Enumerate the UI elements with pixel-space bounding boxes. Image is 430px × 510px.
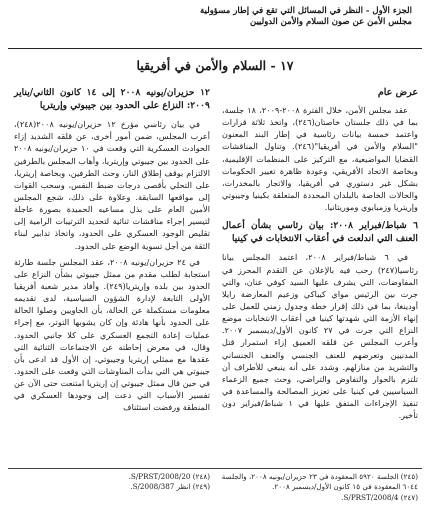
overview-paragraph: عقد مجلس الأمن، خلال الفترة ٢٠٠٨-٢٠٠٩، ١٨ جلسة، بما في ذلك جلستان خاصتان(٢٤٦)، واتخذ ثلاثة قرارات واعتمد خمسة بيانات رئاسية في إطار البند المعنون "السلام والأمن في أفريقيا"(٢٤٦). وتناول المناقشات القضايا المواضيعية، مع التركيز على المنظمات الإقليمية، وبخاصة الاتحاد الأفريقي، وعودة ظاهرة تغيير الحكومات بشكل غير دستوري في أفريقيا، والاتجار بالمخدرات، والحالات الخاصة بالبلدان المحددة المتعلقة بكينيا وجيبوتي وإريتريا وزمبابوي وموريتانيا.: [222, 105, 418, 213]
border-dispute-paragraph-2: في ٢٤ حزيران/يونيه ٢٠٠٨، عقد المجلس جلسة طارئة استجابة لطلب مقدم من ممثل جيبوتي بشأن النزاع على الحدود بين بلده وإريتريا(٢٤٩). وأفاد مدير شعبة أفريقيا الأولى التابعة لإدارة الشؤون السياسية، لدى تقديمه معلومات مستكملة عن الحالة، بأن الحاويين وصلوا الحالة على الحدود بأنها هادئة وإن كان يشوبها التوتر، مع إجراء عمليات إعادة التجمع العسكري على كلا جانبي الحدود. وقال، في معرض إحاطته عن الاجتماعات الثنائية التي عقدها مع ممثلي إريتريا وجيبوتي، إن الأول قد ادعى بأن جيبوتي هي التي بدأت المناوشات التي وقعت على الحدود. في حين قال ممثل جيبوتي إن إريتريا امتنعت حتى الآن عن تفسير الأسباب التي دعت إلى وجودها العسكري في المنطقة ورفضت استئناف: [14, 256, 210, 413]
footnotes-left: [14, 472, 210, 493]
overview-heading: عرض عام: [377, 87, 418, 98]
meeting-heading: ٦ شباط/فبراير ٢٠٠٨: بيان رئاسي بشأن أعمال العنف التي اندلعت في أعقاب الانتخابات في كينيا: [222, 220, 418, 245]
section-title: ١٧ - السلام والأمن في أفريقيا: [136, 58, 294, 73]
footnote-rule: [8, 468, 422, 469]
footnote-249: (٢٤٩) انظر S/2008/387.: [130, 482, 210, 492]
footnote-245: (٢٤٥) الجلسة ٥٩٢٠ المعقودة في ٢٣ حزيران/يونيه ٢٠٠٨، والجلسة ٦٠٤٤ المعقودة في ١٥ كانون الأول/ديسمبر ٢٠٠٨.: [221, 472, 418, 492]
footnote-247: (٢٤٧) S/PRST/2008/4.: [341, 492, 418, 502]
running-header: [112, 6, 412, 29]
border-dispute-paragraph-1: في بيان رئاسي مؤرخ ١٢ حزيران/يونيه ٢٠٠٨(٢٤٨)، أعرب المجلس، ضمن أمور أخرى، عن قلقه الشديد إزاء الحوادث العسكرية التي وقعت في ١٠ حزيران/يونيه ٢٠٠٨ على الحدود بين جيبوتي وإريتريا، وأهاب المجلس بالطرفين الالتزام بوقف إطلاق النار، وحث الطرفين، وبخاصة إريتريا، على التحلي بأقصى درجات ضبط النفس، وسحب القوات إلى مواقعها السابقة. وعلاوة على ذلك، شجع المجلس الأمين العام على بذل مساعيه الحميدة بصورة عاجلة لتيسير إجراء مناقشات ثنائية لتحديد الترتيبات الرامية إلى تقليص الوجود العسكري على الحدود، واتخاذ تدابير لبناء الثقة من أجل تسوية الوضع على الحدود.: [14, 119, 210, 251]
left-column: [14, 86, 210, 418]
right-column: [222, 86, 418, 425]
header-rule: [8, 48, 422, 49]
footnotes-right: [218, 472, 418, 503]
running-header-line2: مجلس الأمن عن صون السلام والأمن الدوليين: [250, 17, 412, 28]
meeting-paragraph: في ٦ شباط/فبراير ٢٠٠٨، اعتمد المجلس بيانا رئاسيا(٢٤٧) رحب فيه بالإعلان عن التقدم المحرز في المفاوضات، التي يشرف عليها السيد كوفي عنان، والتي جرت بين الرئيس مواي كيباكي وزعيم المعارضة رايلا أودينغا، بما في ذلك إقرار خطة وجدول زمني للعمل على إنهاء الأزمة التي شهدتها كينيا في أعقاب الانتخابات موضع النزاع التي جرت في ٢٧ كانون الأول/ديسمبر ٢٠٠٧. وأعرب المجلس عن قلقه العميق إزاء استمرار قتل المدنيين وتعرضهم للعنف الجنسي والعنف الجنساني والتشريد من منازلهم. وشدد على أنه ينبغي للأطراف أن تلتزم بالحوار والتفاوض والتراضي، وحث جميع الزعماء السياسيين في كينيا على تعزيز المصالحة والمساعدة في تنفيذ الإجراءات المتفق عليها في ١ شباط/فبراير دون تأخير.: [222, 252, 419, 421]
border-dispute-heading: ١٢ حزيران/يونيه ٢٠٠٨ إلى ١٤ كانون الثاني/يناير ٢٠٠٩: النزاع على الحدود بين جيبوتي وإريتريا: [14, 87, 210, 112]
footnote-248: (٢٤٨) S/PRST/2008/20.: [128, 472, 210, 481]
running-header-line1: الجزء الأول - النظر في المسائل التي تقع في إطار مسؤولية: [199, 6, 412, 16]
